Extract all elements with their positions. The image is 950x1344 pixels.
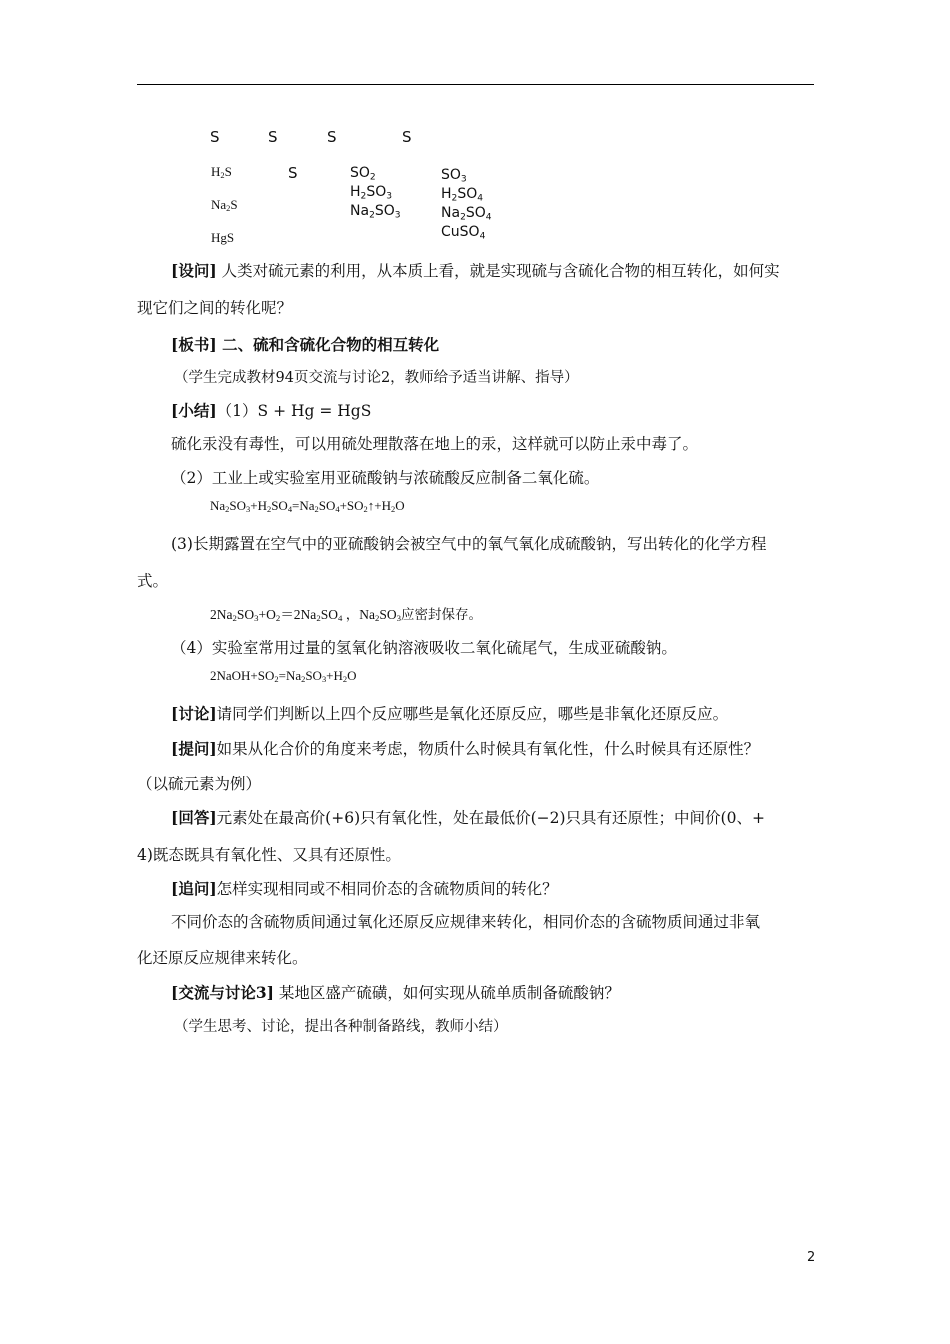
equation-3: $2Na_2SO_3+O_2=2Na_2SO_4$ ，$Na_2SO_3$应密封保存。 [210, 607, 483, 624]
equation-4: $2NaOH+SO_2=Na_2SO_3+H_2O$ [210, 668, 357, 685]
discussion-line: [讨论]请同学们判断以上四个反应哪些是氧化还原反应，哪些是非氧化还原反应。 [171, 704, 729, 723]
s-element: S [288, 164, 298, 182]
equation-2: $Na_2SO_3+H_2SO_4=Na_2SO_4+SO_2↑+H_2O$ [210, 498, 405, 515]
na2so3-formula: $Na_2SO_3$ [350, 203, 401, 221]
follow-up-line: [追问]怎样实现相同或不相同价态的含硫物质间的转化？ [171, 879, 558, 898]
answer-line-cont: 4)既态既具有氧化性、又具有还原性。 [137, 846, 401, 864]
conclusion-line-cont: 化还原反应规律来转化。 [137, 949, 308, 967]
h2s-formula: $H_2S$ [211, 164, 232, 181]
ask-note: （以硫元素为例） [137, 775, 262, 793]
conclusion-line: 不同价态的含硫物质间通过氧化还原反应规律来转化，相同价态的含硫物质间通过非氧 [171, 913, 761, 931]
exchange-note: （学生思考、讨论，提出各种制备路线，教师小结） [174, 1019, 508, 1035]
so3-formula: $SO_3$ [441, 167, 467, 185]
question-paragraph: [设问] 人类对硫元素的利用，从本质上看，就是实现硫与含硫化合物的相互转化，如何实 [171, 261, 780, 280]
summary-line: [小结]（1）S + Hg = HgS [171, 401, 372, 420]
s-plus6-header: S [402, 128, 412, 146]
teaching-note: （学生完成教材94页交流与讨论2，教师给予适当讲解、指导） [174, 370, 579, 386]
na2s-formula: $Na_2S$ [211, 197, 238, 214]
exchange-line: [交流与讨论3] 某地区盛产硫磺，如何实现从硫单质制备硫酸钠？ [171, 983, 620, 1002]
board-heading: [板书] 二、硫和含硫化合物的相互转化 [171, 335, 440, 354]
item-4: （4）实验室常用过量的氢氧化钠溶液吸收二氧化硫尾气，生成亚硫酸钠。 [171, 639, 677, 657]
s-0-header: S [268, 128, 278, 146]
na2so4-formula: $Na_2SO_4$ [441, 205, 492, 223]
item-3: (3)长期露置在空气中的亚硫酸钠会被空气中的氧气氧化成硫酸钠，写出转化的化学方程 [171, 535, 767, 553]
so2-formula: $SO_2$ [350, 165, 376, 183]
item-3-cont: 式。 [137, 572, 169, 590]
header-rule [137, 84, 814, 85]
item-2: （2）工业上或实验室用亚硫酸钠与浓硫酸反应制备二氧化硫。 [171, 469, 600, 487]
page-number: 2 [807, 1250, 816, 1265]
answer-line: [回答]元素处在最高价(+6)只有氧化性，处在最低价(−2)只具有还原性；中间价(0、+ [171, 808, 765, 827]
s-neg2-header: S [210, 128, 220, 146]
question-paragraph-cont: 现它们之间的转化呢？ [137, 299, 293, 317]
s-plus4-header: S [327, 128, 337, 146]
cuso4-formula: CuSO$_4$ [441, 224, 486, 242]
hgs-formula: HgS [211, 230, 235, 245]
summary-note: 硫化汞没有毒性，可以用硫处理散落在地上的汞，这样就可以防止汞中毒了。 [171, 435, 699, 453]
ask-line: [提问]如果从化合价的角度来考虑，物质什么时候具有氧化性，什么时候具有还原性？ [171, 739, 760, 758]
h2so4-formula: $H_2SO_4$ [441, 186, 484, 204]
h2so3-formula: $H_2SO_3$ [350, 184, 393, 202]
